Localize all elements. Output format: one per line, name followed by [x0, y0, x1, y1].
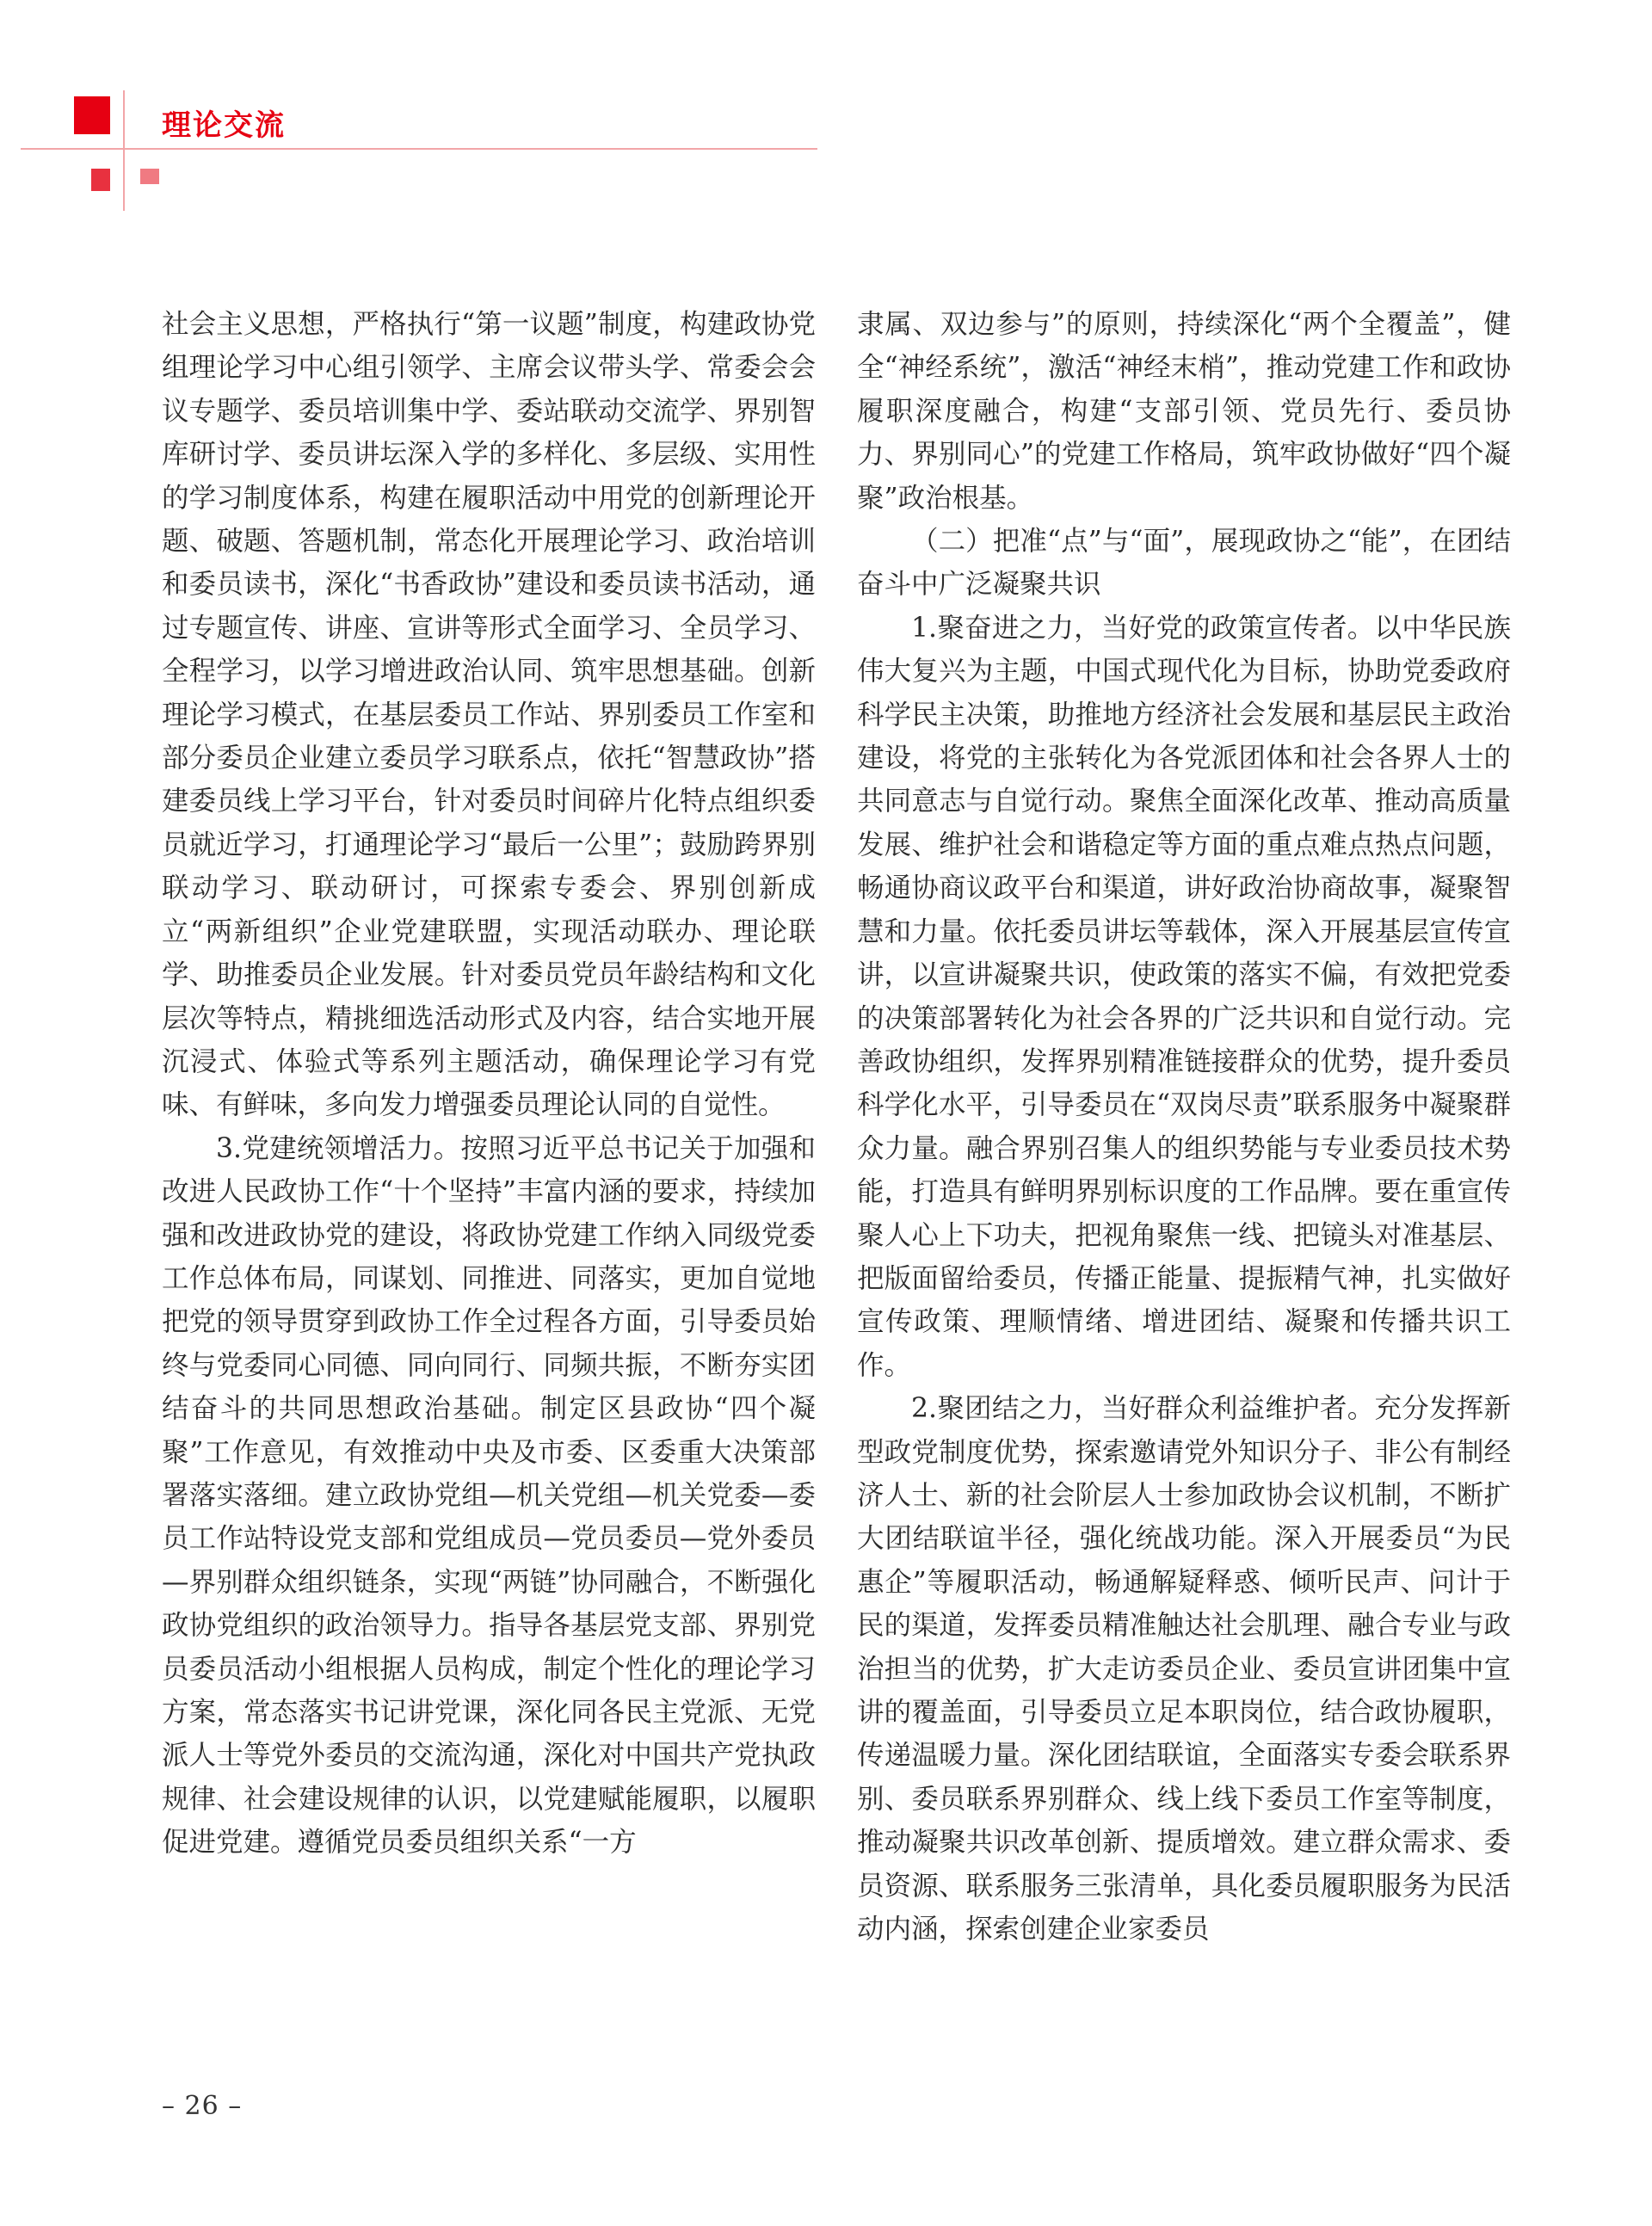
paragraph: 1.聚奋进之力，当好党的政策宣传者。以中华民族伟大复兴为主题，中国式现代化为目标，协助党委政府科学民主决策，助推地方经济社会发展和基层民主政治建设，将党的主张转化为各党派团体和社会各界人士的共同意志与自觉行动。聚焦全面深化改革、推动高质量发展、维护社会和谐稳定等方面的重点难点热点问题，畅通协商议政平台和渠道，讲好政治协商故事，凝聚智慧和力量。依托委员讲坛等载体，深入开展基层宣传宣讲，以宣讲凝聚共识，使政策的落实不偏，有效把党委的决策部署转化为社会各界的广泛共识和自觉行动。完善政协组织，发挥界别精准链接群众的优势，提升委员科学化水平，引导委员在“双岗尽责”联系服务中凝聚群众力量。融合界别召集人的组织势能与专业委员技术势能，打造具有鲜明界别标识度的工作品牌。要在重宣传聚人心上下功夫，把视角聚焦一线、把镜头对准基层、把版面留给委员，传播正能量、提振精气神，扎实做好宣传政策、理顺情绪、增进团结、凝聚和传播共识工作。 [857, 612, 1511, 1381]
header-red-square [74, 96, 110, 134]
page-number: – 26 – [162, 2091, 243, 2121]
paragraph: 2.聚团结之力，当好群众利益维护者。充分发挥新型政党制度优势，探索邀请党外知识分子、非公有制经济人士、新的社会阶层人士参加政协会议机制，不断扩大团结联谊半径，强化统战功能。深入开展委员“为民惠企”等履职活动，畅通解疑释惑、倾听民声、问计于民的渠道，发挥委员精准触达社会肌理、融合专业与政治担当的优势，扩大走访委员企业、委员宣讲团集中宣讲的覆盖面，引导委员立足本职岗位，结合政协履职，传递温暖力量。深化团结联谊，全面落实专委会联系界别、委员联系界别群众、线上线下委员工作室等制度，推动凝聚共识改革创新、提质增效。建立群众需求、委员资源、联系服务三张清单，具化委员履职服务为民活动内涵，探索创建企业家委员 [857, 1393, 1511, 1945]
paragraph: 3.党建统领增活力。按照习近平总书记关于加强和改进人民政协工作“十个坚持”丰富内涵的要求，持续加强和改进政协党的建设，将政协党建工作纳入同级党委工作总体布局，同谋划、同推进、同落实，更加自觉地把党的领导贯穿到政协工作全过程各方面，引导委员始终与党委同心同德、同向同行、同频共振，不断夯实团结奋斗的共同思想政治基础。制定区县政协“四个凝聚”工作意见，有效推动中央及市委、区委重大决策部署落实落细。建立政协党组—机关党组—机关党委—委员工作站特设党支部和党组成员—党员委员—党外委员—界别群众组织链条，实现“两链”协同融合，不断强化政协党组织的政治领导力。指导各基层党支部、界别党员委员活动小组根据人员构成，制定个性化的理论学习方案，常态落实书记讲党课，深化同各民主党派、无党派人士等党外委员的交流沟通，深化对中国共产党执政规律、社会建设规律的认识，以党建赋能履职，以履职促进党建。遵循党员委员组织关系“一方 [162, 1132, 816, 1859]
header-horizontal-rule [21, 148, 817, 150]
subsection-heading: （二）把准“点”与“面”，展现政协之“能”，在团结奋斗中广泛凝聚共识 [857, 526, 1511, 601]
left-column [162, 303, 816, 1865]
paragraph: 社会主义思想，严格执行“第一议题”制度，构建政协党组理论学习中心组引领学、主席会议带头学、常委会会议专题学、委员培训集中学、委站联动交流学、界别智库研讨学、委员讲坛深入学的多样化、多层级、实用性的学习制度体系，构建在履职活动中用党的创新理论开题、破题、答题机制，常态化开展理论学习、政治培训和委员读书，深化“书香政协”建设和委员读书活动，通过专题宣传、讲座、宣讲等形式全面学习、全员学习、全程学习，以学习增进政治认同、筑牢思想基础。创新理论学习模式，在基层委员工作站、界别委员工作室和部分委员企业建立委员学习联系点，依托“智慧政协”搭建委员线上学习平台，针对委员时间碎片化特点组织委员就近学习，打通理论学习“最后一公里”；鼓励跨界别联动学习、联动研讨，可探索专委会、界别创新成立“两新组织”企业党建联盟，实现活动联办、理论联学、助推委员企业发展。针对委员党员年龄结构和文化层次等特点，精挑细选活动形式及内容，结合实地开展沉浸式、体验式等系列主题活动，确保理论学习有党味、有鲜味，多向发力增强委员理论认同的自觉性。 [162, 309, 816, 1121]
section-title: 理论交流 [162, 108, 286, 143]
header-small-square [91, 169, 110, 191]
paragraph: 隶属、双边参与”的原则，持续深化“两个全覆盖”，健全“神经系统”，激活“神经末梢”，推动党建工作和政协履职深度融合，构建“支部引领、党员先行、委员协力、界别同心”的党建工作格局，筑牢政协做好“四个凝聚”政治根基。 [857, 309, 1511, 514]
header-vertical-rule [123, 90, 125, 211]
right-column [857, 303, 1511, 1951]
header-small-square-light [140, 169, 159, 184]
